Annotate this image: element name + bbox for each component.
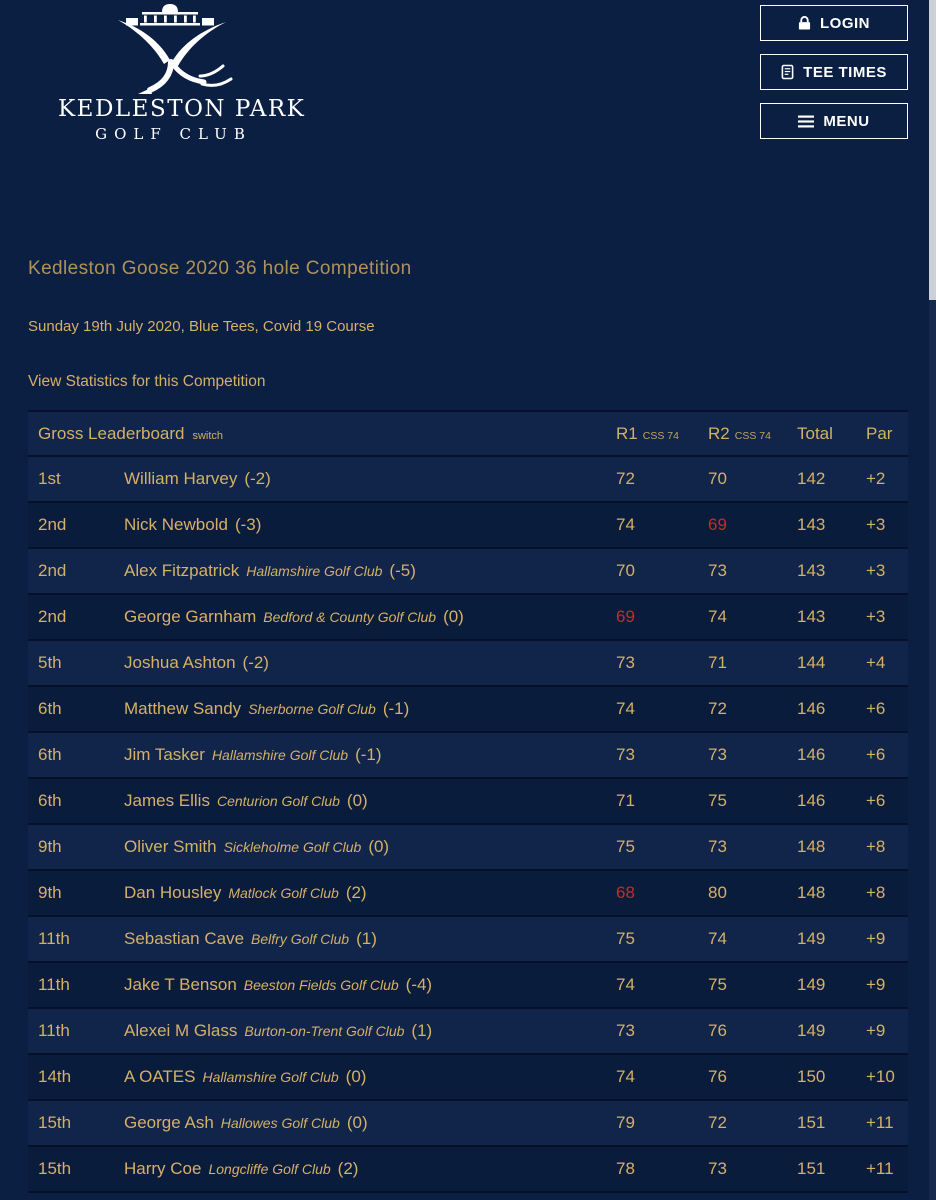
r2-score: 75 bbox=[708, 975, 727, 994]
player-name: George Ash bbox=[124, 1113, 214, 1132]
club-name: Centurion Golf Club bbox=[216, 793, 340, 809]
leaderboard-title-cell bbox=[28, 424, 616, 444]
par-score: +8 bbox=[866, 883, 886, 902]
r1-score: 78 bbox=[616, 1159, 635, 1178]
leaderboard-rows bbox=[28, 455, 908, 1193]
player-cell bbox=[124, 699, 616, 719]
total-score: 144 bbox=[797, 653, 826, 672]
leaderboard-title: Gross Leaderboard bbox=[38, 423, 185, 443]
handicap: (-2) bbox=[244, 469, 271, 488]
position: 9th bbox=[38, 837, 62, 856]
handicap: (1) bbox=[411, 1021, 433, 1040]
player-name: Sebastian Cave bbox=[124, 929, 245, 948]
club-subtitle: GOLF CLUB bbox=[95, 125, 252, 143]
position: 15th bbox=[38, 1113, 72, 1132]
r1-score: 73 bbox=[616, 745, 635, 764]
player-cell bbox=[124, 1159, 616, 1179]
r2-score: 71 bbox=[708, 653, 727, 672]
tee-times-button[interactable] bbox=[760, 54, 908, 90]
scrollbar[interactable] bbox=[929, 0, 936, 1200]
club-name: Hallamshire Golf Club bbox=[246, 563, 383, 579]
par-score: +6 bbox=[866, 699, 886, 718]
position: 2nd bbox=[38, 561, 67, 580]
total-score: 146 bbox=[797, 699, 826, 718]
r2-score: 72 bbox=[708, 699, 727, 718]
r1-score: 75 bbox=[616, 929, 635, 948]
par-score: +4 bbox=[866, 653, 886, 672]
player-cell bbox=[124, 883, 616, 903]
player-name: Harry Coe bbox=[124, 1159, 202, 1178]
player-name: George Garnham bbox=[124, 607, 257, 626]
table-header bbox=[28, 410, 908, 455]
position: 6th bbox=[38, 791, 62, 810]
player-cell bbox=[124, 791, 616, 811]
r2-score: 76 bbox=[708, 1067, 727, 1086]
r1-score: 73 bbox=[616, 653, 635, 672]
club-name: Sickleholme Golf Club bbox=[223, 839, 362, 855]
total-score: 146 bbox=[797, 791, 826, 810]
column-header-r2: R2 CSS 74 bbox=[708, 423, 771, 443]
handicap: (2) bbox=[337, 1159, 359, 1178]
r2-score: 72 bbox=[708, 1113, 727, 1132]
menu-button[interactable] bbox=[760, 103, 908, 139]
r2-score: 73 bbox=[708, 745, 727, 764]
position: 2nd bbox=[38, 607, 67, 626]
total-score: 149 bbox=[797, 1021, 826, 1040]
book-icon bbox=[781, 64, 794, 80]
club-name: Sherborne Golf Club bbox=[248, 701, 376, 717]
table-row bbox=[28, 731, 908, 777]
r2-score: 73 bbox=[708, 1159, 727, 1178]
club-name: Longcliffe Golf Club bbox=[208, 1161, 331, 1177]
header-nav bbox=[760, 5, 908, 139]
player-name: William Harvey bbox=[124, 469, 238, 488]
page-title: Kedleston Goose 2020 36 hole Competition bbox=[28, 258, 412, 279]
handicap: (0) bbox=[345, 1067, 367, 1086]
position: 6th bbox=[38, 699, 62, 718]
r1-score: 74 bbox=[616, 699, 635, 718]
par-score: +8 bbox=[866, 837, 886, 856]
par-score: +3 bbox=[866, 515, 886, 534]
table-row bbox=[28, 501, 908, 547]
handicap: (0) bbox=[346, 1113, 368, 1132]
table-row bbox=[28, 1145, 908, 1191]
player-name: Dan Housley bbox=[124, 883, 222, 902]
column-header-total: Total bbox=[797, 423, 833, 443]
player-name: Nick Newbold bbox=[124, 515, 228, 534]
r1-score: 69 bbox=[616, 607, 635, 626]
player-name: Alexei M Glass bbox=[124, 1021, 238, 1040]
player-name: Jim Tasker bbox=[124, 745, 205, 764]
total-score: 143 bbox=[797, 607, 826, 626]
position: 11th bbox=[38, 929, 70, 948]
total-score: 151 bbox=[797, 1113, 826, 1132]
r1-score: 74 bbox=[616, 515, 635, 534]
club-name: Bedford & County Golf Club bbox=[263, 609, 437, 625]
table-row bbox=[28, 593, 908, 639]
handicap: (-1) bbox=[355, 745, 382, 764]
total-score: 151 bbox=[797, 1159, 826, 1178]
handicap: (-5) bbox=[389, 561, 416, 580]
table-row bbox=[28, 1053, 908, 1099]
r1-score: 73 bbox=[616, 1021, 635, 1040]
table-row bbox=[28, 639, 908, 685]
club-name: Beeston Fields Golf Club bbox=[243, 977, 399, 993]
r2-css-label: CSS 74 bbox=[734, 429, 771, 442]
table-row bbox=[28, 547, 908, 593]
player-name: Joshua Ashton bbox=[124, 653, 236, 672]
total-score: 149 bbox=[797, 975, 826, 994]
total-score: 148 bbox=[797, 883, 826, 902]
position: 2nd bbox=[38, 515, 67, 534]
par-score: +6 bbox=[866, 745, 886, 764]
r2-score: 75 bbox=[708, 791, 727, 810]
total-score: 142 bbox=[797, 469, 826, 488]
table-row bbox=[28, 1007, 908, 1053]
table-row bbox=[28, 1099, 908, 1145]
total-score: 143 bbox=[797, 515, 826, 534]
total-score: 143 bbox=[797, 561, 826, 580]
r1-score: 75 bbox=[616, 837, 635, 856]
r1-score: 72 bbox=[616, 469, 635, 488]
player-cell bbox=[124, 837, 616, 857]
club-logo[interactable] bbox=[58, 2, 306, 143]
club-name: Matlock Golf Club bbox=[228, 885, 339, 901]
r2-score: 73 bbox=[708, 837, 727, 856]
player-name: Alex Fitzpatrick bbox=[124, 561, 240, 580]
r1-score: 71 bbox=[616, 791, 635, 810]
r2-score: 74 bbox=[708, 929, 727, 948]
login-button[interactable] bbox=[760, 5, 908, 41]
position: 1st bbox=[38, 469, 61, 488]
player-cell bbox=[124, 1021, 616, 1041]
competition-details: Sunday 19th July 2020, Blue Tees, Covid 19 Course bbox=[28, 318, 375, 335]
position: 11th bbox=[38, 1021, 70, 1040]
par-score: +9 bbox=[866, 1021, 886, 1040]
position: 9th bbox=[38, 883, 62, 902]
player-cell bbox=[124, 653, 616, 673]
player-name: James Ellis bbox=[124, 791, 210, 810]
player-name: Matthew Sandy bbox=[124, 699, 242, 718]
player-name: Jake T Benson bbox=[124, 975, 237, 994]
handicap: (-3) bbox=[234, 515, 262, 534]
handicap: (-4) bbox=[405, 975, 433, 994]
handicap: (0) bbox=[443, 607, 464, 626]
club-name: Hallowes Golf Club bbox=[220, 1115, 340, 1131]
login-label: LOGIN bbox=[820, 14, 870, 32]
table-row bbox=[28, 823, 908, 869]
goose-and-hall-icon bbox=[58, 2, 282, 94]
total-score: 146 bbox=[797, 745, 826, 764]
table-row bbox=[28, 455, 908, 501]
r2-score: 73 bbox=[708, 561, 727, 580]
handicap: (-2) bbox=[242, 653, 269, 672]
r1-score: 70 bbox=[616, 561, 635, 580]
par-score: +3 bbox=[866, 607, 886, 626]
player-cell bbox=[124, 745, 616, 765]
view-statistics-link[interactable]: View Statistics for this Competition bbox=[28, 373, 266, 390]
handicap: (0) bbox=[368, 837, 390, 856]
r1-score: 79 bbox=[616, 1113, 635, 1132]
table-row bbox=[28, 777, 908, 823]
total-score: 148 bbox=[797, 837, 826, 856]
par-score: +11 bbox=[866, 1159, 894, 1178]
table-row bbox=[28, 915, 908, 961]
handicap: (-1) bbox=[382, 699, 410, 718]
lock-icon bbox=[798, 15, 811, 31]
r1-score: 74 bbox=[616, 1067, 635, 1086]
player-name: Oliver Smith bbox=[124, 837, 217, 856]
par-score: +9 bbox=[866, 975, 886, 994]
menu-label: MENU bbox=[823, 112, 870, 130]
handicap: (2) bbox=[345, 883, 367, 902]
player-cell bbox=[124, 607, 616, 627]
position: 6th bbox=[38, 745, 62, 764]
par-score: +2 bbox=[866, 469, 886, 488]
club-name: Belfry Golf Club bbox=[251, 931, 350, 947]
par-score: +10 bbox=[866, 1067, 895, 1086]
r1-score: 68 bbox=[616, 883, 635, 902]
position: 15th bbox=[38, 1159, 72, 1178]
r1-score: 74 bbox=[616, 975, 635, 994]
player-cell bbox=[124, 515, 616, 535]
tee-times-label: TEE TIMES bbox=[803, 63, 887, 81]
column-header-r1: R1 CSS 74 bbox=[616, 423, 679, 443]
par-score: +3 bbox=[866, 561, 886, 580]
table-row bbox=[28, 685, 908, 731]
switch-link[interactable]: switch bbox=[192, 429, 224, 442]
club-name: Hallamshire Golf Club bbox=[211, 747, 349, 763]
r2-score: 74 bbox=[708, 607, 727, 626]
player-cell bbox=[124, 929, 616, 949]
player-cell bbox=[124, 1113, 616, 1133]
player-cell bbox=[124, 975, 616, 995]
club-name: Burton-on-Trent Golf Club bbox=[244, 1023, 405, 1039]
leaderboard-table bbox=[28, 410, 908, 1193]
par-score: +6 bbox=[866, 791, 886, 810]
r2-score: 69 bbox=[708, 515, 727, 534]
player-cell bbox=[124, 469, 616, 489]
player-cell bbox=[124, 561, 616, 581]
par-score: +11 bbox=[866, 1113, 894, 1132]
r2-score: 80 bbox=[708, 883, 727, 902]
r1-css-label: CSS 74 bbox=[642, 429, 679, 442]
total-score: 149 bbox=[797, 929, 826, 948]
scrollbar-thumb[interactable] bbox=[929, 0, 936, 300]
player-name: A OATES bbox=[124, 1067, 196, 1086]
position: 5th bbox=[38, 653, 62, 672]
club-name: Hallamshire Golf Club bbox=[202, 1069, 339, 1085]
column-header-par: Par bbox=[866, 423, 893, 443]
club-name: KEDLESTON PARK bbox=[58, 96, 306, 122]
player-cell bbox=[124, 1067, 616, 1087]
r2-score: 70 bbox=[708, 469, 727, 488]
position: 11th bbox=[38, 975, 70, 994]
handicap: (1) bbox=[356, 929, 377, 948]
table-row bbox=[28, 869, 908, 915]
table-row bbox=[28, 961, 908, 1007]
par-score: +9 bbox=[866, 929, 886, 948]
r2-score: 76 bbox=[708, 1021, 727, 1040]
handicap: (0) bbox=[346, 791, 368, 810]
total-score: 150 bbox=[797, 1067, 826, 1086]
menu-icon bbox=[798, 115, 814, 128]
position: 14th bbox=[38, 1067, 72, 1086]
